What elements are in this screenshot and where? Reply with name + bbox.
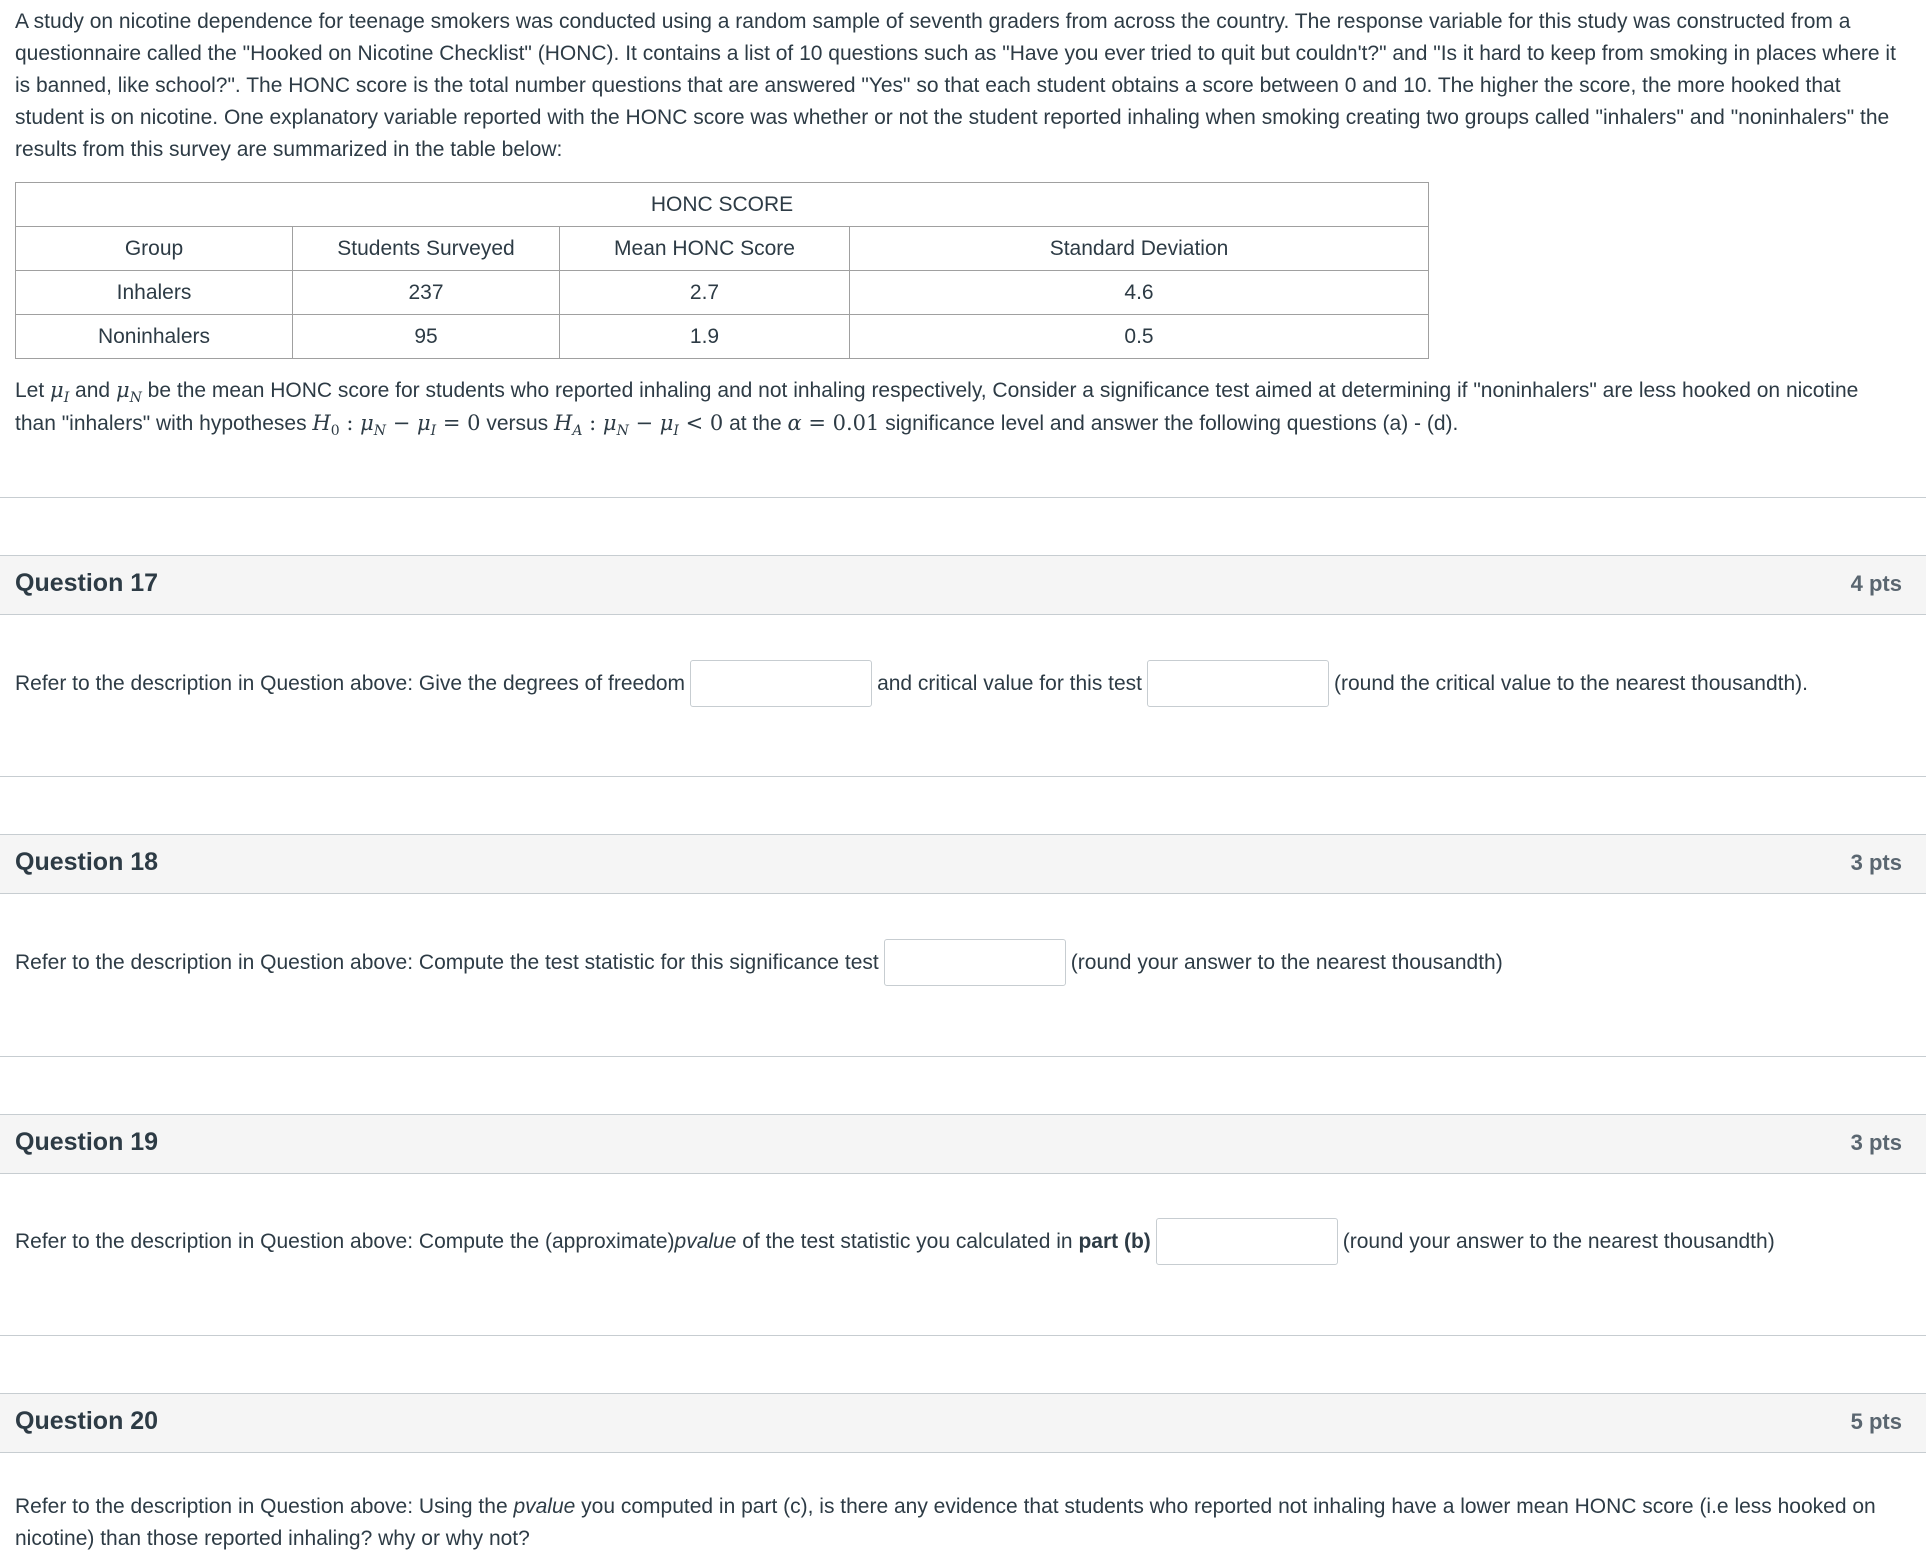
- table-cell: 2.7: [560, 271, 850, 315]
- test-statistic-input[interactable]: [884, 939, 1066, 986]
- header-group: Group: [16, 227, 293, 271]
- question-title: Question 18: [15, 848, 159, 876]
- degrees-of-freedom-input[interactable]: [690, 660, 872, 707]
- question-17-header: [0, 555, 1926, 615]
- header-students-surveyed: Students Surveyed: [293, 227, 560, 271]
- table-cell: Inhalers: [16, 271, 293, 315]
- question-18-header: [0, 834, 1926, 894]
- table-cell: 95: [293, 315, 560, 359]
- table-cell: 4.6: [850, 271, 1429, 315]
- question-20-header: [0, 1393, 1926, 1453]
- study-description: [15, 6, 1905, 166]
- intro-paragraph: A study on nicotine dependence for teenage smokers was conducted using a random sample of seventh graders from across the country. The response variable for this study was constructed from a questionnaire called the "Hooked on Nicotine Checklist" (HONC). It contains a list of 10 questions such as "Have you ever tried to quit but couldn't?" and "Is it hard to keep from smoking in places where it is banned, like school?". The HONC score is the total number questions that are answered "Yes" so that each student obtains a score between 0 and 10. The higher the score, the more hooked that student is on nicotine. One explanatory variable reported with the HONC score was whether or not the student reported inhaling when smoking creating two groups called "inhalers" and "noninhalers" the results from this survey are summarized in the table below:: [15, 10, 1896, 161]
- divider: [0, 1056, 1926, 1057]
- table-cell: 1.9: [560, 315, 850, 359]
- alt-hypothesis: $H_A$ : $\mu_N - \mu_I < 0$: [554, 411, 724, 440]
- question-18-body: Refer to the description in Question above: Compute the test statistic for this significance test (round your answer to the nearest thousandth): [15, 939, 1503, 986]
- divider: [0, 1335, 1926, 1336]
- table-header-row: [16, 227, 1429, 271]
- table-cell: 237: [293, 271, 560, 315]
- question-19-body: Refer to the description in Question above: Compute the (approximate) pvalue of the test statistic you calculated in part (b) (round your answer to the nearest thousandth): [15, 1218, 1775, 1265]
- null-hypothesis: $H_0$ : $\mu_N - \mu_I = 0$: [312, 411, 481, 440]
- table-cell: 0.5: [850, 315, 1429, 359]
- question-points: 3 pts: [1850, 1130, 1902, 1155]
- divider: [0, 776, 1926, 777]
- table-row: [16, 271, 1429, 315]
- question-19-header: [0, 1114, 1926, 1174]
- table-row: [16, 315, 1429, 359]
- header-std-dev: Standard Deviation: [850, 227, 1429, 271]
- header-mean-honc: Mean HONC Score: [560, 227, 850, 271]
- alpha-level: α = 0.01: [787, 411, 880, 435]
- question-title: Question 20: [15, 1407, 159, 1435]
- question-17-body: Refer to the description in Question above: Give the degrees of freedom and critical value for this test (round the critical value to the nearest thousandth).: [15, 660, 1808, 707]
- table-cell: Noninhalers: [16, 315, 293, 359]
- question-title: Question 17: [15, 569, 159, 597]
- question-20-body: Refer to the description in Question above: Using the pvalue you computed in part (c), is there any evidence that students who reported not inhaling have a lower mean HONC score (i.e less hooked on nicotine) than those reported inhaling? why or why not?: [15, 1495, 1876, 1550]
- hypotheses-paragraph: Let $\mu_I$ and $\mu_N$ be the mean HONC score for students who reported inhaling and not inhaling respectively, Consider a significance test aimed at determining if "noninhalers" are less hooked on nicotine than "inhalers" with hypotheses $H_0$ : $\mu_N - \mu_I = 0$ versus $H_A$ : $\mu_N - \mu_I < 0$ at the α = 0.01 significance level and answer the following questions (a) - (d).: [15, 378, 1859, 440]
- question-points: 5 pts: [1850, 1409, 1902, 1434]
- divider: [0, 497, 1926, 498]
- honc-table: [15, 182, 1429, 359]
- pvalue-input[interactable]: [1156, 1218, 1338, 1265]
- critical-value-input[interactable]: [1147, 660, 1329, 707]
- question-title: Question 19: [15, 1128, 159, 1156]
- question-points: 3 pts: [1850, 850, 1902, 875]
- table-caption: HONC SCORE: [16, 183, 1429, 227]
- question-points: 4 pts: [1850, 571, 1902, 596]
